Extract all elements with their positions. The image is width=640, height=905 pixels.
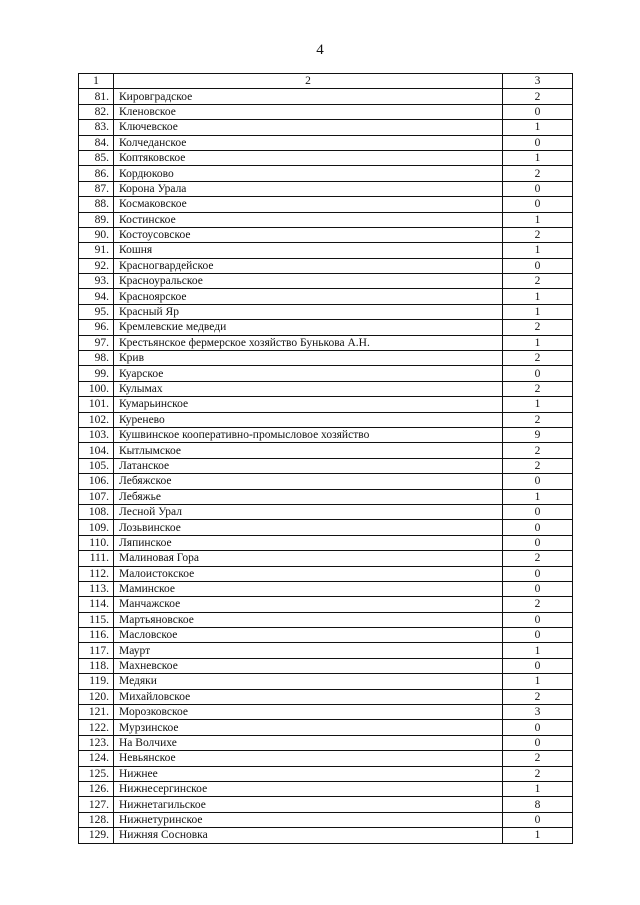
row-value-cell: 0 <box>503 720 573 735</box>
table-row <box>79 397 573 412</box>
row-name-cell: Костоусовское <box>114 227 503 242</box>
row-value-cell: 2 <box>503 443 573 458</box>
row-value-cell: 0 <box>503 197 573 212</box>
table-row <box>79 181 573 196</box>
row-value-cell: 1 <box>503 289 573 304</box>
table-row <box>79 689 573 704</box>
table-row <box>79 320 573 335</box>
row-name-cell: Невьянское <box>114 751 503 766</box>
table-row <box>79 443 573 458</box>
table-header-row <box>79 74 573 89</box>
row-number-cell: 87. <box>79 181 114 196</box>
header-cell-number: 1 <box>79 74 114 89</box>
table-row <box>79 781 573 796</box>
table-row <box>79 289 573 304</box>
row-number-cell: 109. <box>79 520 114 535</box>
table-row <box>79 243 573 258</box>
row-number-cell: 128. <box>79 812 114 827</box>
row-value-cell: 0 <box>503 535 573 550</box>
row-value-cell: 1 <box>503 643 573 658</box>
table-row <box>79 705 573 720</box>
row-name-cell: Космаковское <box>114 197 503 212</box>
table-row <box>79 104 573 119</box>
row-value-cell: 2 <box>503 597 573 612</box>
table-row <box>79 304 573 319</box>
table-row <box>79 458 573 473</box>
row-number-cell: 98. <box>79 351 114 366</box>
row-number-cell: 84. <box>79 135 114 150</box>
table-row <box>79 274 573 289</box>
row-value-cell: 2 <box>503 412 573 427</box>
row-number-cell: 103. <box>79 427 114 442</box>
row-name-cell: Кушвинское кооперативно-промысловое хозяйство <box>114 427 503 442</box>
row-value-cell: 2 <box>503 320 573 335</box>
row-name-cell: Лебяжье <box>114 489 503 504</box>
table-row <box>79 751 573 766</box>
row-value-cell: 0 <box>503 181 573 196</box>
table-row <box>79 197 573 212</box>
row-name-cell: Нижняя Сосновка <box>114 828 503 843</box>
row-name-cell: Крестьянское фермерское хозяйство Бунькова А.Н. <box>114 335 503 350</box>
row-name-cell: Маминское <box>114 581 503 596</box>
row-value-cell: 1 <box>503 674 573 689</box>
table-row <box>79 658 573 673</box>
row-number-cell: 86. <box>79 166 114 181</box>
row-name-cell: Кремлевские медведи <box>114 320 503 335</box>
row-name-cell: Кошня <box>114 243 503 258</box>
table-row <box>79 535 573 550</box>
row-number-cell: 117. <box>79 643 114 658</box>
table-row <box>79 135 573 150</box>
row-name-cell: На Волчихе <box>114 735 503 750</box>
row-value-cell: 1 <box>503 304 573 319</box>
row-value-cell: 3 <box>503 705 573 720</box>
row-number-cell: 82. <box>79 104 114 119</box>
table-row <box>79 489 573 504</box>
row-name-cell: Красногвардейское <box>114 258 503 273</box>
row-name-cell: Колчеданское <box>114 135 503 150</box>
row-name-cell: Латанское <box>114 458 503 473</box>
row-number-cell: 91. <box>79 243 114 258</box>
row-number-cell: 105. <box>79 458 114 473</box>
row-name-cell: Малиновая Гора <box>114 551 503 566</box>
row-name-cell: Медяки <box>114 674 503 689</box>
row-value-cell: 0 <box>503 520 573 535</box>
row-number-cell: 113. <box>79 581 114 596</box>
table-row <box>79 612 573 627</box>
row-name-cell: Нижнесергинское <box>114 781 503 796</box>
table-row <box>79 351 573 366</box>
row-name-cell: Крив <box>114 351 503 366</box>
table-row <box>79 427 573 442</box>
row-number-cell: 126. <box>79 781 114 796</box>
row-name-cell: Красный Яр <box>114 304 503 319</box>
row-value-cell: 0 <box>503 628 573 643</box>
table-row <box>79 597 573 612</box>
row-number-cell: 90. <box>79 227 114 242</box>
row-value-cell: 1 <box>503 489 573 504</box>
table-row <box>79 674 573 689</box>
row-number-cell: 89. <box>79 212 114 227</box>
row-number-cell: 116. <box>79 628 114 643</box>
row-name-cell: Михайловское <box>114 689 503 704</box>
row-value-cell: 9 <box>503 427 573 442</box>
table-row <box>79 227 573 242</box>
row-name-cell: Масловское <box>114 628 503 643</box>
row-value-cell: 0 <box>503 735 573 750</box>
row-name-cell: Нижнетуринское <box>114 812 503 827</box>
row-value-cell: 0 <box>503 581 573 596</box>
table-row <box>79 581 573 596</box>
table-row <box>79 735 573 750</box>
row-value-cell: 2 <box>503 689 573 704</box>
row-number-cell: 127. <box>79 797 114 812</box>
row-number-cell: 93. <box>79 274 114 289</box>
row-value-cell: 1 <box>503 150 573 165</box>
table-row <box>79 335 573 350</box>
table-row <box>79 474 573 489</box>
row-number-cell: 104. <box>79 443 114 458</box>
row-name-cell: Лозьвинское <box>114 520 503 535</box>
row-value-cell: 1 <box>503 212 573 227</box>
row-name-cell: Кулымах <box>114 381 503 396</box>
table-row <box>79 812 573 827</box>
row-number-cell: 129. <box>79 828 114 843</box>
row-name-cell: Куренево <box>114 412 503 427</box>
row-value-cell: 1 <box>503 243 573 258</box>
row-number-cell: 112. <box>79 566 114 581</box>
table-row <box>79 412 573 427</box>
row-value-cell: 2 <box>503 551 573 566</box>
table-row <box>79 551 573 566</box>
row-value-cell: 1 <box>503 828 573 843</box>
row-name-cell: Кордюково <box>114 166 503 181</box>
row-value-cell: 2 <box>503 227 573 242</box>
table-row <box>79 120 573 135</box>
row-name-cell: Морозковское <box>114 705 503 720</box>
row-value-cell: 0 <box>503 104 573 119</box>
row-number-cell: 125. <box>79 766 114 781</box>
row-name-cell: Красноярское <box>114 289 503 304</box>
row-value-cell: 2 <box>503 751 573 766</box>
page-number: 4 <box>316 42 324 58</box>
table-body <box>79 74 573 844</box>
row-number-cell: 88. <box>79 197 114 212</box>
row-value-cell: 1 <box>503 335 573 350</box>
row-number-cell: 111. <box>79 551 114 566</box>
row-number-cell: 95. <box>79 304 114 319</box>
row-name-cell: Малоистокское <box>114 566 503 581</box>
row-name-cell: Нижнее <box>114 766 503 781</box>
row-number-cell: 123. <box>79 735 114 750</box>
row-name-cell: Лесной Урал <box>114 504 503 519</box>
row-name-cell: Мартьяновское <box>114 612 503 627</box>
row-value-cell: 1 <box>503 397 573 412</box>
hunting-grounds-table-container <box>78 73 572 844</box>
row-name-cell: Кленовское <box>114 104 503 119</box>
row-value-cell: 1 <box>503 781 573 796</box>
row-value-cell: 0 <box>503 812 573 827</box>
row-name-cell: Костинское <box>114 212 503 227</box>
row-value-cell: 2 <box>503 766 573 781</box>
row-number-cell: 120. <box>79 689 114 704</box>
table-row <box>79 628 573 643</box>
row-number-cell: 118. <box>79 658 114 673</box>
row-value-cell: 1 <box>503 120 573 135</box>
row-number-cell: 115. <box>79 612 114 627</box>
row-number-cell: 99. <box>79 366 114 381</box>
row-number-cell: 85. <box>79 150 114 165</box>
row-number-cell: 114. <box>79 597 114 612</box>
row-number-cell: 107. <box>79 489 114 504</box>
table-row <box>79 89 573 104</box>
table-row <box>79 520 573 535</box>
table-row <box>79 258 573 273</box>
row-name-cell: Корона Урала <box>114 181 503 196</box>
row-name-cell: Кировградское <box>114 89 503 104</box>
row-name-cell: Манчажское <box>114 597 503 612</box>
table-row <box>79 828 573 843</box>
header-cell-value: 3 <box>503 74 573 89</box>
row-value-cell: 2 <box>503 89 573 104</box>
header-cell-name: 2 <box>114 74 503 89</box>
row-value-cell: 2 <box>503 458 573 473</box>
table-row <box>79 381 573 396</box>
row-value-cell: 2 <box>503 166 573 181</box>
table-row <box>79 643 573 658</box>
row-value-cell: 8 <box>503 797 573 812</box>
row-name-cell: Нижнетагильское <box>114 797 503 812</box>
row-value-cell: 0 <box>503 612 573 627</box>
row-number-cell: 96. <box>79 320 114 335</box>
row-name-cell: Ключевское <box>114 120 503 135</box>
table-row <box>79 504 573 519</box>
row-number-cell: 121. <box>79 705 114 720</box>
table-row <box>79 366 573 381</box>
row-number-cell: 108. <box>79 504 114 519</box>
table-row <box>79 150 573 165</box>
table-row <box>79 212 573 227</box>
hunting-grounds-table <box>78 73 573 844</box>
table-row <box>79 720 573 735</box>
row-name-cell: Кумарьинское <box>114 397 503 412</box>
row-value-cell: 0 <box>503 366 573 381</box>
row-value-cell: 0 <box>503 474 573 489</box>
table-row <box>79 797 573 812</box>
row-name-cell: Махневское <box>114 658 503 673</box>
row-number-cell: 122. <box>79 720 114 735</box>
row-number-cell: 124. <box>79 751 114 766</box>
row-number-cell: 110. <box>79 535 114 550</box>
row-value-cell: 2 <box>503 351 573 366</box>
row-number-cell: 97. <box>79 335 114 350</box>
row-value-cell: 2 <box>503 381 573 396</box>
row-name-cell: Коптяковское <box>114 150 503 165</box>
row-name-cell: Кытлымское <box>114 443 503 458</box>
row-value-cell: 0 <box>503 135 573 150</box>
row-value-cell: 0 <box>503 258 573 273</box>
row-number-cell: 101. <box>79 397 114 412</box>
row-name-cell: Мурзинское <box>114 720 503 735</box>
row-value-cell: 2 <box>503 274 573 289</box>
row-name-cell: Ляпинское <box>114 535 503 550</box>
row-number-cell: 94. <box>79 289 114 304</box>
row-name-cell: Красноуральское <box>114 274 503 289</box>
row-number-cell: 102. <box>79 412 114 427</box>
row-value-cell: 0 <box>503 504 573 519</box>
row-number-cell: 92. <box>79 258 114 273</box>
row-number-cell: 83. <box>79 120 114 135</box>
row-value-cell: 0 <box>503 566 573 581</box>
table-row <box>79 166 573 181</box>
row-value-cell: 0 <box>503 658 573 673</box>
row-number-cell: 81. <box>79 89 114 104</box>
row-number-cell: 100. <box>79 381 114 396</box>
table-row <box>79 566 573 581</box>
table-row <box>79 766 573 781</box>
row-number-cell: 106. <box>79 474 114 489</box>
row-name-cell: Маурт <box>114 643 503 658</box>
row-name-cell: Куарское <box>114 366 503 381</box>
row-name-cell: Лебяжское <box>114 474 503 489</box>
row-number-cell: 119. <box>79 674 114 689</box>
